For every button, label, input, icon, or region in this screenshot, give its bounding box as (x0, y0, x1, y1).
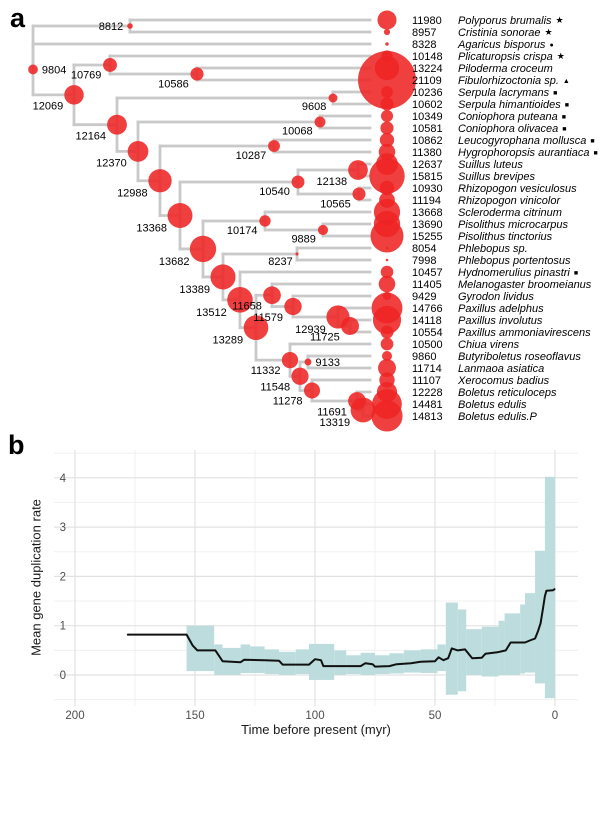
tip-species-label: Suillus brevipes (458, 171, 536, 183)
node-bubble (292, 176, 305, 189)
ecology-symbol: ● (549, 42, 554, 49)
node-bubble (268, 140, 280, 152)
tip-count-label: 7998 (412, 255, 437, 267)
tip-count-label: 8054 (412, 243, 437, 255)
panel-a-label: a (10, 3, 26, 33)
ribbon-block (505, 613, 521, 675)
tip-species-label: Xerocomus badius (458, 375, 550, 387)
tip-species-label: Phlebopus portentosus (458, 255, 571, 267)
y-tick-label: 2 (59, 571, 66, 584)
node-count-label: 12164 (75, 130, 107, 143)
x-tick-label: 50 (428, 710, 442, 722)
ribbon-block (466, 629, 482, 675)
ecology-symbol: ■ (590, 138, 595, 145)
y-tick-label: 0 (59, 670, 66, 682)
ecology-symbol: ★ (555, 15, 564, 25)
tip-bubble (386, 247, 389, 250)
node-count-label: 8812 (98, 21, 124, 33)
node-bubble (263, 286, 281, 304)
tip-species-label: Coniophora puteana ■ (458, 111, 566, 123)
node-count-label: 10068 (282, 125, 313, 138)
x-axis-title: Time before present (myr) (241, 722, 391, 737)
tip-bubble (381, 50, 392, 61)
tip-species-label: Coniophora olivacea ■ (458, 123, 567, 135)
node-bubble (329, 94, 338, 103)
tip-bubble (380, 181, 395, 196)
x-tick-label: 150 (185, 710, 205, 722)
ribbon-block (520, 605, 525, 674)
node-count-label: 13682 (158, 255, 190, 268)
ecology-symbol: ★ (556, 51, 565, 61)
tip-species-label: Serpula himantioides ■ (458, 99, 569, 111)
ecology-symbol: ★ (544, 27, 553, 37)
node-count-label: 11725 (310, 331, 340, 344)
tip-count-label: 14813 (412, 411, 443, 423)
node-count-label: 10174 (226, 224, 258, 237)
tip-species-label: Paxillus adelphus (458, 303, 544, 315)
tip-count-label: 21109 (412, 75, 442, 87)
tip-species-label: Paxillus involutus (458, 315, 543, 327)
node-bubble (291, 368, 308, 385)
tip-count-label: 9860 (412, 351, 437, 363)
node-count-label: 12939 (295, 323, 326, 336)
node-count-label: 13368 (136, 222, 168, 235)
node-count-label: 11579 (253, 311, 284, 324)
node-count-label: 13512 (196, 306, 227, 319)
ecology-symbol: ■ (561, 114, 566, 121)
tip-species-label: Butyriboletus roseoflavus (458, 351, 581, 363)
tip-count-label: 11714 (412, 363, 442, 375)
node-bubble (127, 23, 133, 29)
node-count-label: 13319 (319, 417, 351, 429)
node-bubble (190, 236, 216, 262)
tip-count-label: 11107 (412, 375, 441, 387)
tip-bubble (385, 42, 389, 46)
node-count-label: 11691 (317, 406, 347, 419)
node-count-label: 12138 (316, 175, 348, 188)
node-count-label: 8237 (268, 255, 293, 268)
node-bubble (190, 67, 203, 80)
ribbon-block (545, 477, 555, 698)
ecology-symbol: ▲ (562, 78, 570, 85)
tip-count-label: 8328 (412, 39, 437, 51)
tip-species-label: Lanmaoa asiatica (458, 363, 545, 375)
tip-count-label: 10602 (412, 99, 443, 111)
tip-species-label: Scleroderma citrinum (458, 207, 562, 219)
tip-count-label: 11380 (412, 147, 442, 159)
tip-count-label: 10581 (412, 123, 443, 135)
tip-count-label: 13224 (412, 63, 443, 75)
tip-bubble (383, 292, 391, 300)
y-tick-label: 3 (59, 522, 66, 535)
tip-bubble (381, 266, 394, 279)
y-axis-title: Mean gene duplication rate (28, 499, 44, 656)
tip-species-label: Polyporus brumalis ★ (458, 15, 564, 27)
node-bubble (210, 264, 235, 289)
tip-count-label: 10930 (412, 183, 443, 195)
tip-count-label: 10500 (412, 339, 443, 351)
node-bubble (352, 187, 365, 200)
node-bubble (284, 298, 301, 315)
node-bubble (64, 85, 83, 104)
tip-bubble (381, 326, 394, 339)
tip-species-label: Boletus reticuloceps (458, 387, 557, 399)
x-tick-label: 0 (551, 710, 559, 722)
tip-bubble (379, 372, 394, 387)
node-bubble (168, 203, 193, 228)
ribbon-block (296, 649, 309, 674)
node-bubble (318, 225, 328, 235)
tip-species-label: Paxillus ammoniavirescens (458, 327, 591, 339)
tip-bubble (380, 133, 394, 147)
ribbon-block (187, 626, 215, 671)
ecology-symbol: ■ (573, 270, 579, 277)
node-count-label: 11548 (260, 381, 291, 394)
ecology-symbol: ■ (593, 150, 598, 157)
tip-species-label: Gyrodon lividus (458, 291, 534, 303)
node-bubble (107, 115, 127, 135)
y-tick-label: 4 (59, 472, 66, 485)
tip-species-label: Boletus edulis (458, 399, 527, 411)
tip-count-label: 11405 (412, 279, 442, 291)
node-count-label: 11658 (232, 300, 262, 313)
node-bubble (348, 160, 368, 180)
tip-species-label: Hydnomerulius pinastri ■ (458, 267, 579, 279)
tip-count-label: 14481 (412, 399, 443, 411)
ecology-symbol: ■ (553, 90, 558, 97)
tip-species-label: Suillus luteus (458, 159, 523, 171)
ribbon-block (346, 655, 360, 674)
node-count-label: 12069 (32, 100, 64, 113)
node-bubble (282, 352, 298, 368)
node-count-label: 12370 (96, 157, 127, 170)
node-bubble (348, 392, 366, 410)
tip-bubble (386, 259, 389, 262)
tip-species-label: Rhizopogon vesiculosus (458, 183, 577, 195)
ecology-symbol: ■ (564, 102, 569, 109)
node-count-label: 12988 (117, 187, 148, 200)
node-count-label: 9608 (301, 101, 327, 114)
node-bubble (304, 382, 320, 398)
x-tick-label: 100 (305, 710, 325, 722)
ribbon-block (535, 551, 545, 684)
node-count-label: 9133 (315, 357, 340, 369)
tip-species-label: Chiua virens (458, 339, 520, 351)
node-bubble (259, 215, 270, 226)
tip-count-label: 10148 (412, 51, 443, 63)
ribbon-block (525, 593, 535, 672)
tip-bubble (380, 121, 393, 134)
tip-bubble (381, 338, 394, 351)
tree-text-labels (33, 15, 598, 429)
panel-b-label: b (8, 430, 25, 460)
node-bubble (315, 117, 326, 128)
tip-count-label: 10457 (412, 267, 443, 279)
y-tick-label: 1 (59, 620, 66, 633)
tip-bubble (381, 86, 393, 98)
tip-count-label: 13668 (412, 207, 443, 219)
confidence-ribbon (187, 477, 555, 698)
ribbon-block (334, 650, 346, 675)
tip-count-label: 13690 (412, 219, 443, 231)
ribbon-block (375, 655, 389, 674)
tip-bubble (382, 351, 392, 361)
tip-count-label: 10236 (412, 87, 443, 99)
tip-species-label: Phlebopus sp. (458, 243, 528, 255)
node-count-label: 10565 (320, 198, 351, 211)
node-count-label: 11278 (272, 395, 303, 408)
tip-species-label: Pisolithus microcarpus (458, 219, 569, 231)
node-bubble (341, 317, 359, 335)
tip-species-label: Piloderma croceum (458, 63, 553, 75)
tip-species-label: Plicaturopsis crispa ★ (458, 51, 565, 63)
node-count-label: 10540 (259, 186, 290, 199)
tip-count-label: 10862 (412, 135, 443, 147)
tip-species-label: Fibulorhizoctonia sp. ▲ (458, 75, 570, 87)
node-bubble (148, 169, 171, 192)
tip-species-label: Pisolithus tinctorius (458, 231, 553, 243)
tip-bubble (377, 10, 396, 29)
tip-species-label: Melanogaster broomeianus (458, 279, 592, 291)
x-tick-label: 200 (65, 710, 85, 722)
ecology-symbol: ■ (562, 126, 567, 133)
node-bubble (103, 58, 117, 72)
tip-species-label: Serpula lacrymans ■ (458, 87, 558, 99)
tip-bubble (381, 110, 393, 122)
tip-count-label: 11194 (412, 195, 441, 207)
ribbon-block (265, 649, 279, 674)
tip-bubble (380, 97, 393, 110)
ribbon-block (499, 621, 505, 675)
node-count-label: 10586 (158, 78, 189, 91)
node-bubble (128, 141, 149, 162)
node-count-label: 13289 (212, 334, 244, 347)
tip-species-label: Boletus edulis.P (458, 411, 537, 423)
tip-bubble (384, 29, 390, 35)
node-count-label: 13389 (179, 283, 210, 296)
node-bubble (305, 359, 312, 366)
node-count-label: 10287 (235, 149, 267, 162)
axis-tick-labels (60, 473, 559, 722)
tip-count-label: 14766 (412, 303, 443, 315)
tip-count-label: 14118 (412, 315, 442, 327)
node-count-label: 9889 (291, 233, 316, 246)
node-count-label: 10769 (70, 69, 102, 82)
tip-species-label: Rhizopogon vinicolor (458, 195, 561, 207)
node-bubble (28, 65, 38, 75)
tip-species-label: Leucogyrophana mollusca ■ (458, 135, 595, 147)
tip-count-label: 10554 (412, 327, 443, 339)
node-count-label: 9804 (41, 64, 67, 77)
tip-count-label: 11980 (412, 15, 442, 27)
tip-count-label: 9429 (412, 291, 437, 303)
tip-species-label: Hygrophoropsis aurantiaca ■ (458, 147, 598, 159)
tip-count-label: 12637 (412, 159, 443, 171)
tip-species-label: Agaricus bisporus ● (458, 39, 554, 51)
tip-species-label: Cristinia sonorae ★ (458, 27, 553, 39)
tip-count-label: 10349 (412, 111, 443, 123)
tip-count-label: 15255 (412, 231, 443, 243)
tip-count-label: 15815 (412, 171, 443, 183)
node-bubble (295, 252, 298, 255)
tip-count-label: 8957 (412, 27, 437, 39)
node-count-label: 11332 (250, 365, 281, 378)
tip-count-label: 12228 (412, 387, 443, 399)
